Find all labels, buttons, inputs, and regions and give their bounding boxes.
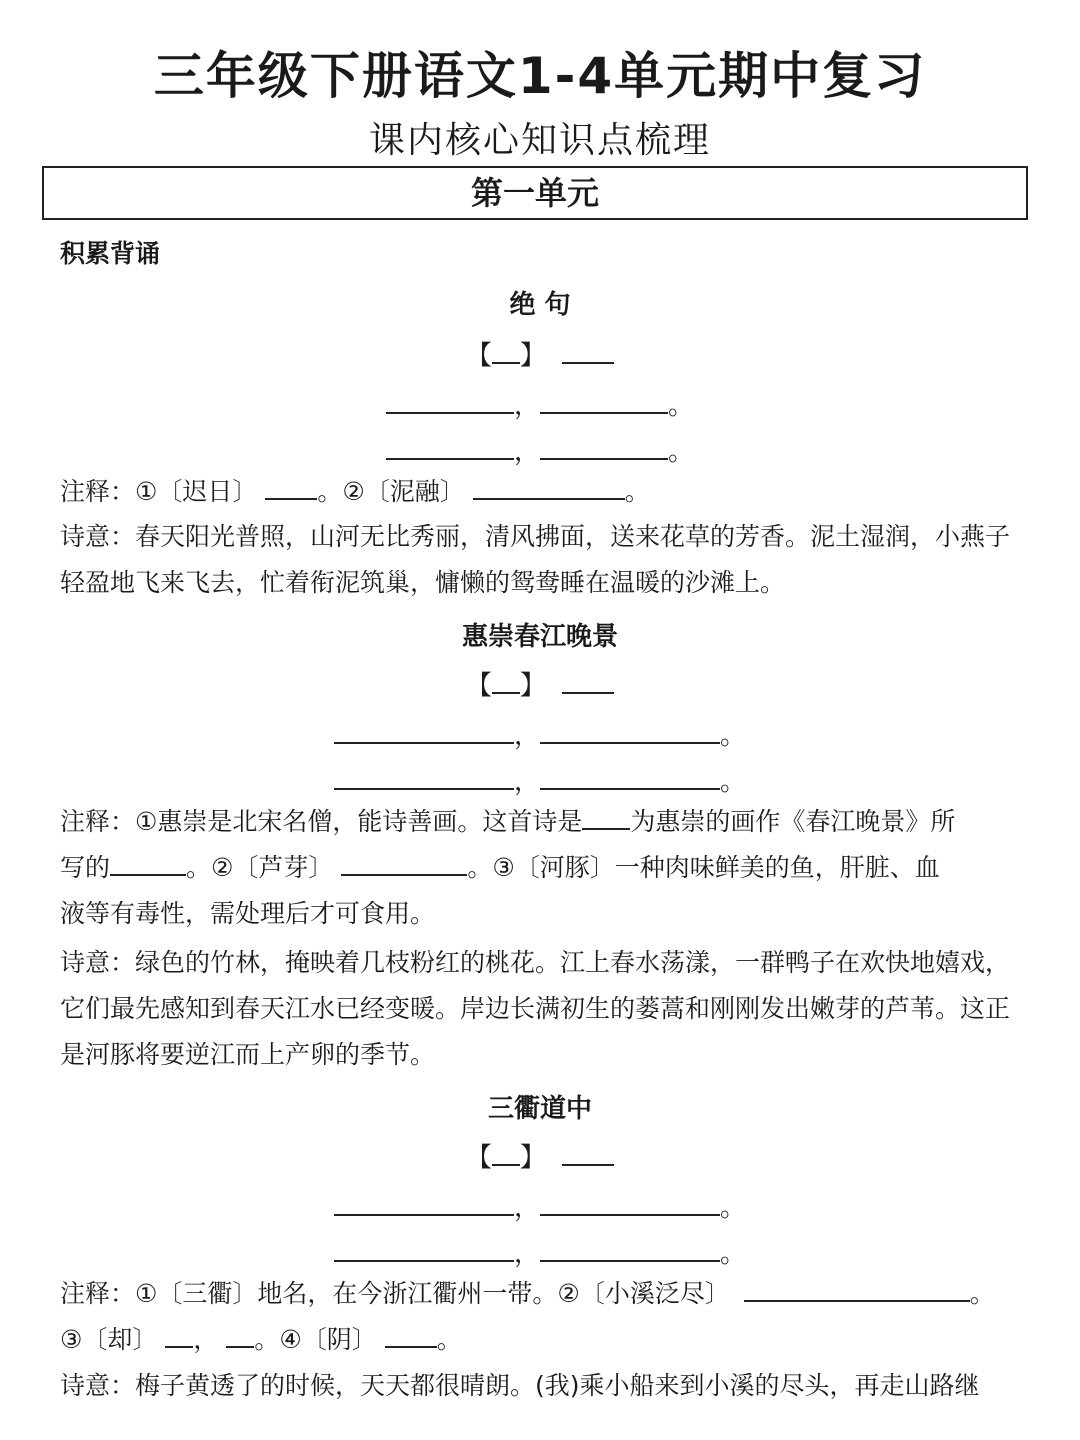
poem-notes (60, 848, 940, 888)
notes-text: 为惠崇的画作《春江晚景》所 (630, 807, 956, 836)
punctuation: 。 (668, 437, 695, 467)
poem-author-line (0, 336, 1080, 370)
section-label: 积累背诵 (60, 239, 161, 268)
fill-blank-note[interactable] (582, 802, 630, 830)
notes-text: 。 (624, 477, 650, 506)
notes-text: ③〔却〕 (60, 1325, 158, 1354)
punctuation: ， (513, 721, 540, 751)
poem-title: 绝 句 (509, 290, 571, 320)
fill-blank-verse[interactable] (334, 762, 514, 790)
fill-blank-note[interactable] (385, 1320, 437, 1348)
fill-blank-dynasty[interactable] (492, 1138, 520, 1166)
fill-blank-author[interactable] (562, 336, 614, 364)
fill-blank-verse[interactable] (386, 432, 514, 460)
notes-text: 注释：①〔迟日〕 (60, 477, 258, 506)
fill-blank-verse[interactable] (540, 386, 668, 414)
fill-blank-note[interactable] (744, 1274, 970, 1302)
poem-verse-line (0, 1234, 1080, 1268)
poem-verse-line (0, 716, 1080, 750)
poem-notes (60, 1274, 995, 1314)
punctuation: ， (513, 1239, 540, 1269)
punctuation: ， (513, 391, 540, 421)
fill-blank-verse[interactable] (540, 1188, 720, 1216)
fill-blank-verse[interactable] (540, 1234, 720, 1262)
fill-blank-verse[interactable] (334, 716, 514, 744)
fill-blank-author[interactable] (562, 666, 614, 694)
punctuation: 。 (720, 721, 747, 751)
punctuation: 。 (720, 767, 747, 797)
bracket-open: 【 (465, 671, 492, 701)
page-title: 三年级下册语文1-4单元期中复习 (153, 47, 927, 105)
fill-blank-verse[interactable] (540, 432, 668, 460)
notes-text: 。④〔阴〕 (254, 1325, 377, 1354)
poem-meaning: 诗意：春天阳光普照，山河无比秀丽，清风拂面，送来花草的芳香。泥土湿润，小燕子轻盈地飞来飞去，忙着衔泥筑巢，慵懒的鸳鸯睡在温暖的沙滩上。 (60, 522, 1011, 597)
poem-meaning: 诗意：绿色的竹林，掩映着几枝粉红的桃花。江上春水荡漾，一群鸭子在欢快地嬉戏，它们最先感知到春天江水已经变暖。岸边长满初生的蒌蒿和刚刚发出嫩芽的芦苇。这正是河豚将要逆江而上产卵的季节。 (60, 948, 1011, 1069)
poem-title: 三衢道中 (487, 1094, 592, 1124)
poem-notes: 液等有毒性，需处理后才可食用。 (60, 899, 436, 928)
fill-blank-note[interactable] (473, 472, 625, 500)
poem-author-line (0, 666, 1080, 700)
notes-text: 。②〔泥融〕 (317, 477, 465, 506)
punctuation: 。 (668, 391, 695, 421)
fill-blank-verse[interactable] (386, 386, 514, 414)
fill-blank-verse[interactable] (334, 1234, 514, 1262)
fill-blank-author[interactable] (562, 1138, 614, 1166)
bracket-open: 【 (465, 341, 492, 371)
fill-blank-verse[interactable] (334, 1188, 514, 1216)
bracket-close: 】 (519, 671, 546, 701)
fill-blank-dynasty[interactable] (492, 336, 520, 364)
poem-author-line (0, 1138, 1080, 1172)
notes-text: 注释：①惠崇是北宋名僧，能诗善画。这首诗是 (60, 807, 583, 836)
fill-blank-note[interactable] (110, 848, 186, 876)
bracket-open: 【 (465, 1143, 492, 1173)
punctuation: ， (513, 767, 540, 797)
poem-title: 惠崇春江晚景 (461, 622, 618, 652)
notes-text: 。 (969, 1279, 995, 1308)
unit-heading: 第一单元 (42, 166, 1028, 220)
punctuation: ， (513, 1193, 540, 1223)
fill-blank-note[interactable] (226, 1320, 254, 1348)
notes-text: 注释：①〔三衢〕地名，在今浙江衢州一带。②〔小溪泛尽〕 (60, 1279, 730, 1308)
poem-verse-line (0, 1188, 1080, 1222)
fill-blank-note[interactable] (265, 472, 317, 500)
fill-blank-note[interactable] (165, 1320, 193, 1348)
bracket-close: 】 (519, 1143, 546, 1173)
poem-notes (60, 472, 650, 512)
punctuation: 。 (720, 1239, 747, 1269)
page-subtitle: 课内核心知识点梳理 (368, 120, 711, 161)
notes-text: ， (193, 1325, 219, 1354)
fill-blank-note[interactable] (341, 848, 467, 876)
poem-meaning: 诗意：梅子黄透了的时候，天天都很晴朗。(我)乘小船来到小溪的尽头，再走山路继 (60, 1371, 980, 1400)
fill-blank-dynasty[interactable] (492, 666, 520, 694)
fill-blank-verse[interactable] (540, 762, 720, 790)
poem-notes (60, 1320, 462, 1360)
notes-text: 。 (436, 1325, 462, 1354)
poem-verse-line (0, 762, 1080, 796)
fill-blank-verse[interactable] (540, 716, 720, 744)
poem-notes (60, 802, 955, 842)
punctuation: ， (513, 437, 540, 467)
notes-text: 。②〔芦芽〕 (186, 853, 334, 882)
poem-verse-line (0, 432, 1080, 466)
poem-verse-line (0, 386, 1080, 420)
notes-text: 。③〔河豚〕一种肉味鲜美的鱼，肝脏、血 (467, 853, 940, 882)
notes-text: 写的 (60, 853, 111, 882)
punctuation: 。 (720, 1193, 747, 1223)
bracket-close: 】 (519, 341, 546, 371)
